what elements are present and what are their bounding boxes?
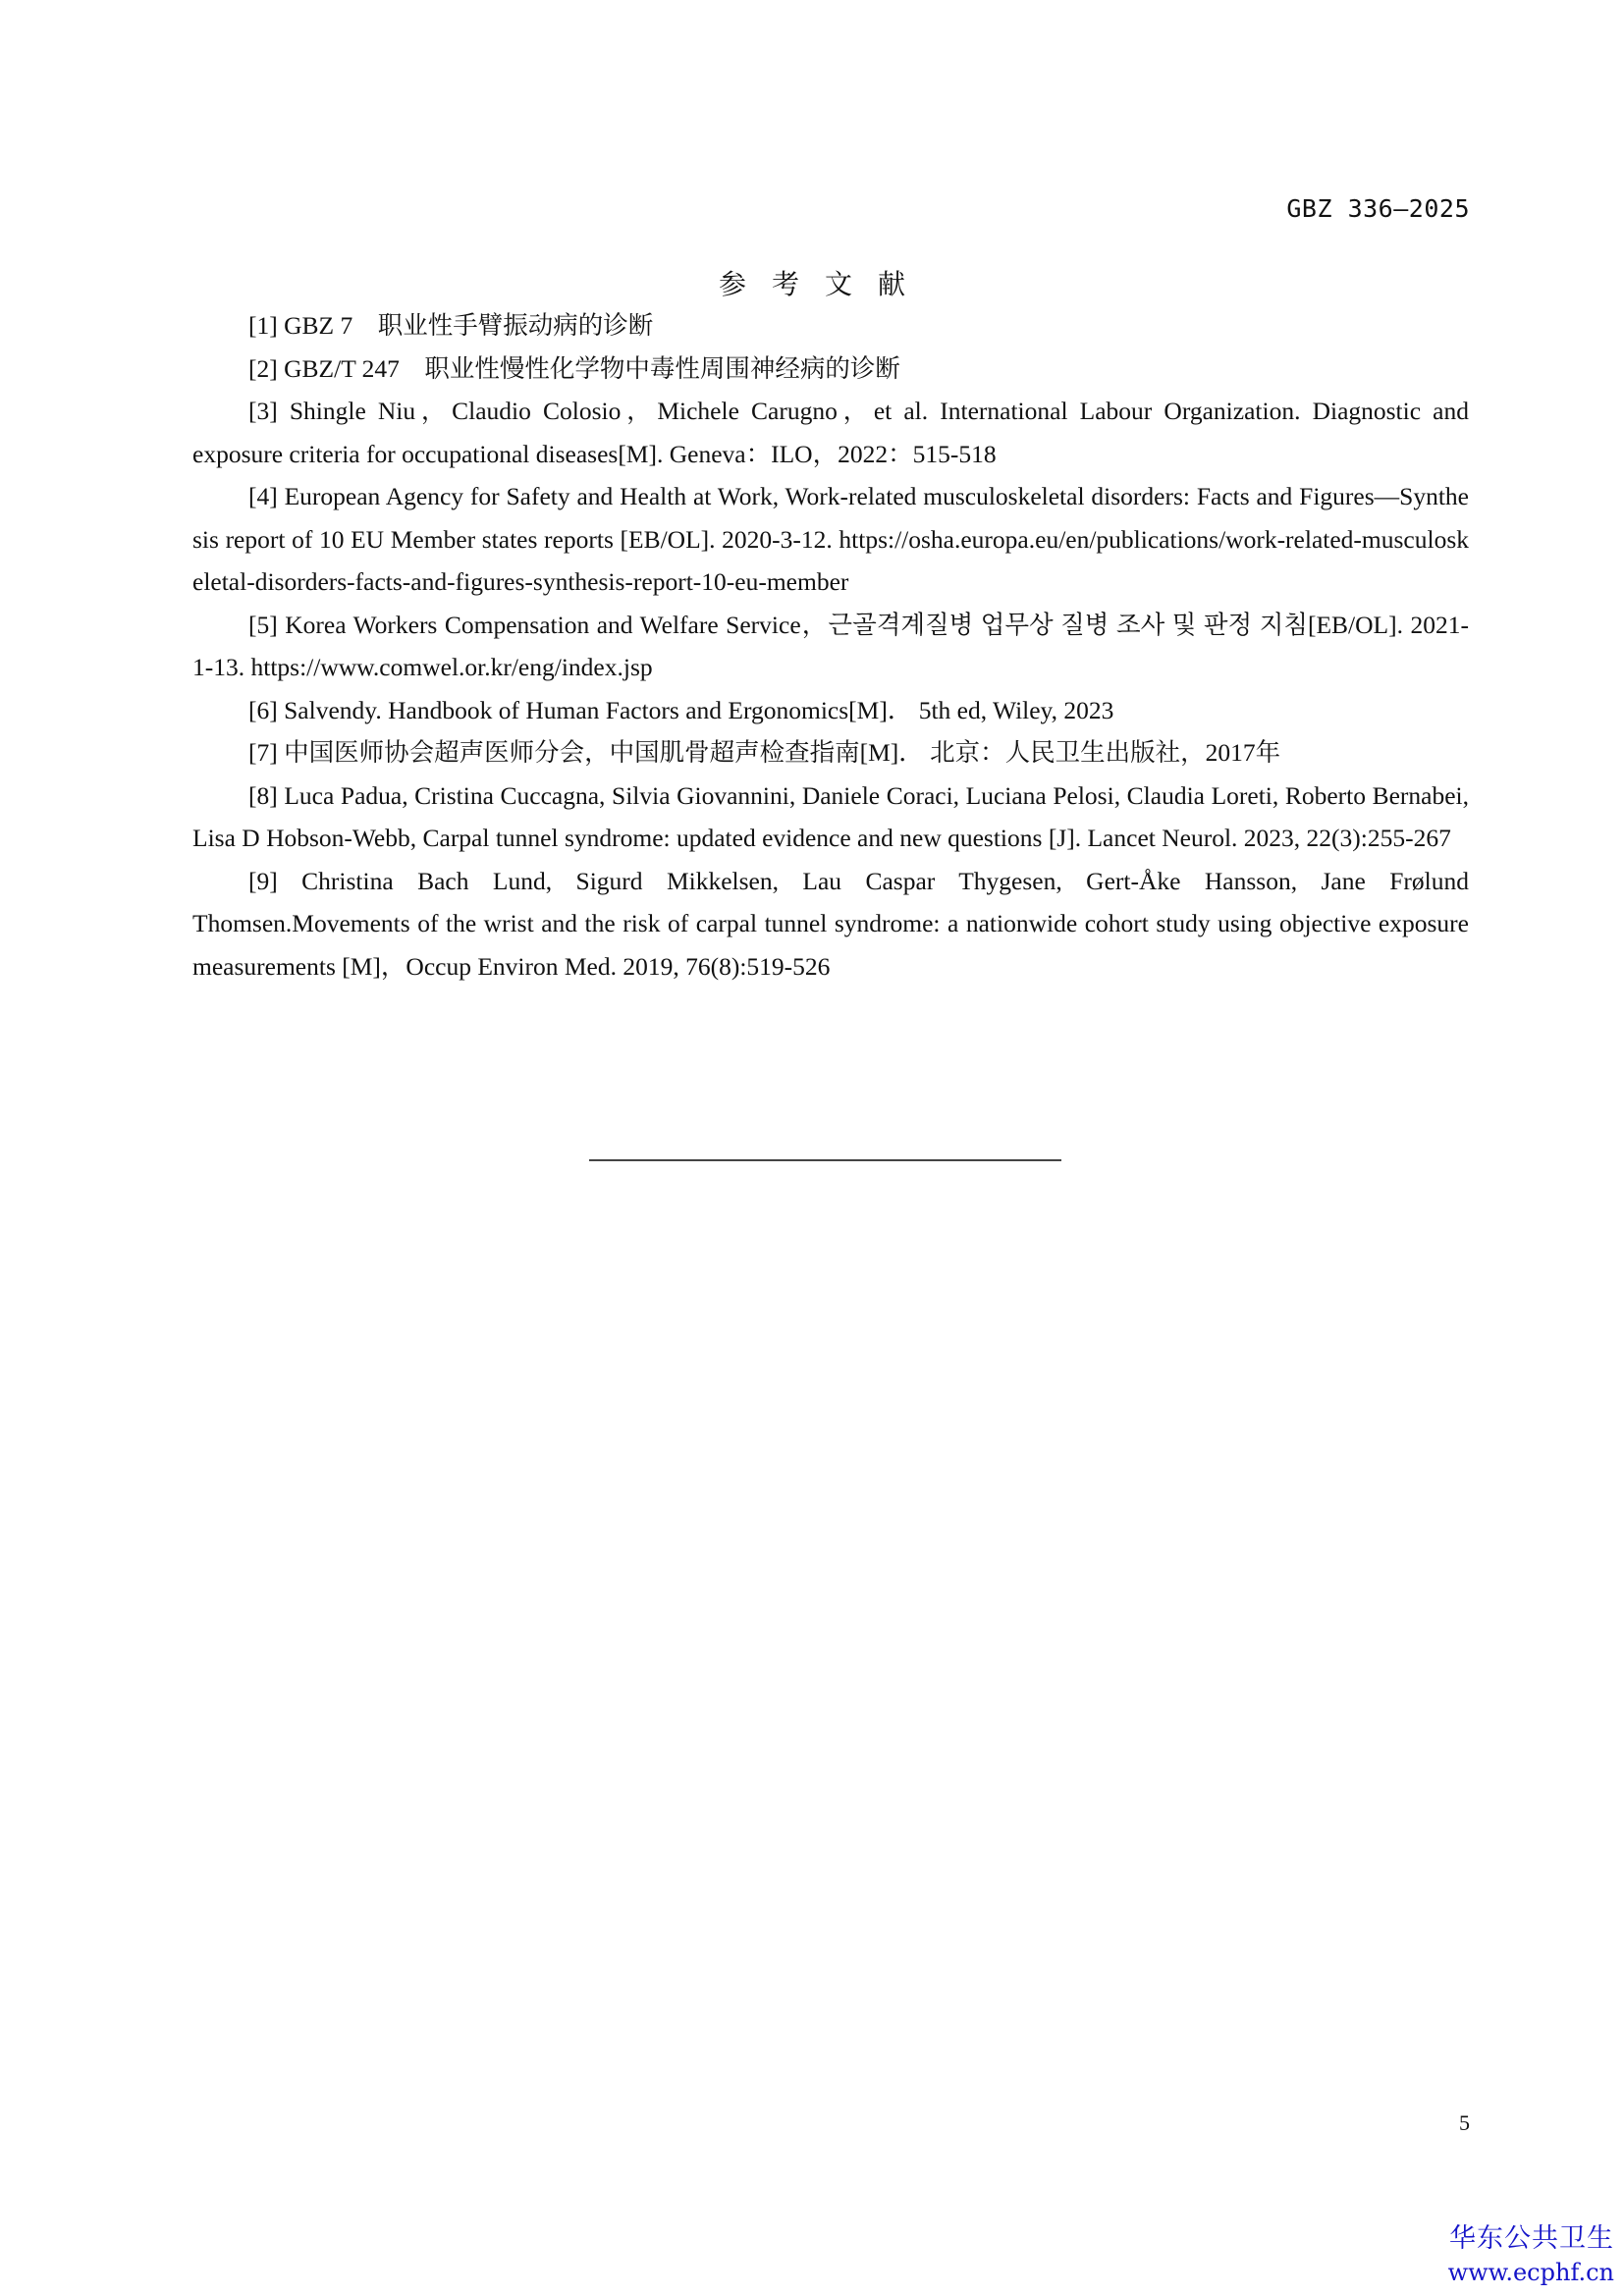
reference-item: [5] Korea Workers Compensation and Welfare Service，근골격계질병 업무상 질병 조사 및 판정 지침[EB/OL]. 2021-1-13. https://www.comwel.or.kr/eng/index.jsp <box>192 610 1469 681</box>
page-number: 5 <box>1459 2110 1470 2135</box>
reference-item: [9] Christina Bach Lund, Sigurd Mikkelsen, Lau Caspar Thygesen, Gert-Åke Hansson, Jane Frølund Thomsen.Movements of the wrist and the risk of carpal tunnel syndrome: a nationwide cohort study using objective exposure measurements [M]，Occup Environ Med. 2019, 76(8):519-526 <box>192 866 1469 981</box>
watermark-name: 华东公共卫生 <box>1449 2223 1614 2254</box>
watermark <box>1448 2222 1614 2289</box>
watermark-url-link[interactable]: www.ecphf.cn <box>1447 2259 1614 2286</box>
end-rule <box>589 1159 1061 1161</box>
reference-item: [7] 中国医师协会超声医师分会，中国肌骨超声检查指南[M]． 北京：人民卫生出版社，2017年 <box>248 738 1281 767</box>
reference-item: [8] Luca Padua, Cristina Cuccagna, Silvia Giovannini, Daniele Coraci, Luciana Pelosi, Claudia Loreti, Roberto Bernabei, Lisa D Hobson-Webb, Carpal tunnel syndrome: updated evidence and new questions [J]. Lancet Neurol. 2023, 22(3):255-267 <box>192 780 1469 852</box>
reference-item: [6] Salvendy. Handbook of Human Factors and Ergonomics[M]． 5th ed, Wiley, 2023 <box>248 695 1114 724</box>
reference-item: [4] European Agency for Safety and Health at Work, Work-related musculoskeletal disorders: Facts and Figures—Synthesis report of 10 EU Member states reports [EB/OL]. 2020-3-12. https://osha.europa.eu/en/publications/work-related-musculoskeletal-disorders-facts-and-figures-synthesis-report-10-eu-member <box>192 482 1469 596</box>
reference-item: [3] Shingle Niu，Claudio Colosio，Michele Carugno，et al. International Labour Organization. Diagnostic and exposure criteria for occupational diseases[M]. Geneva：ILO，2022：515-518 <box>192 397 1469 468</box>
reference-item: [1] GBZ 7 职业性手臂振动病的诊断 <box>248 311 654 340</box>
document-code: GBZ 336—2025 <box>1286 194 1470 223</box>
references-heading: 参考文献 <box>718 268 931 300</box>
reference-item: [2] GBZ/T 247 职业性慢性化学物中毒性周围神经病的诊断 <box>248 353 900 383</box>
reference-list <box>192 304 1469 988</box>
